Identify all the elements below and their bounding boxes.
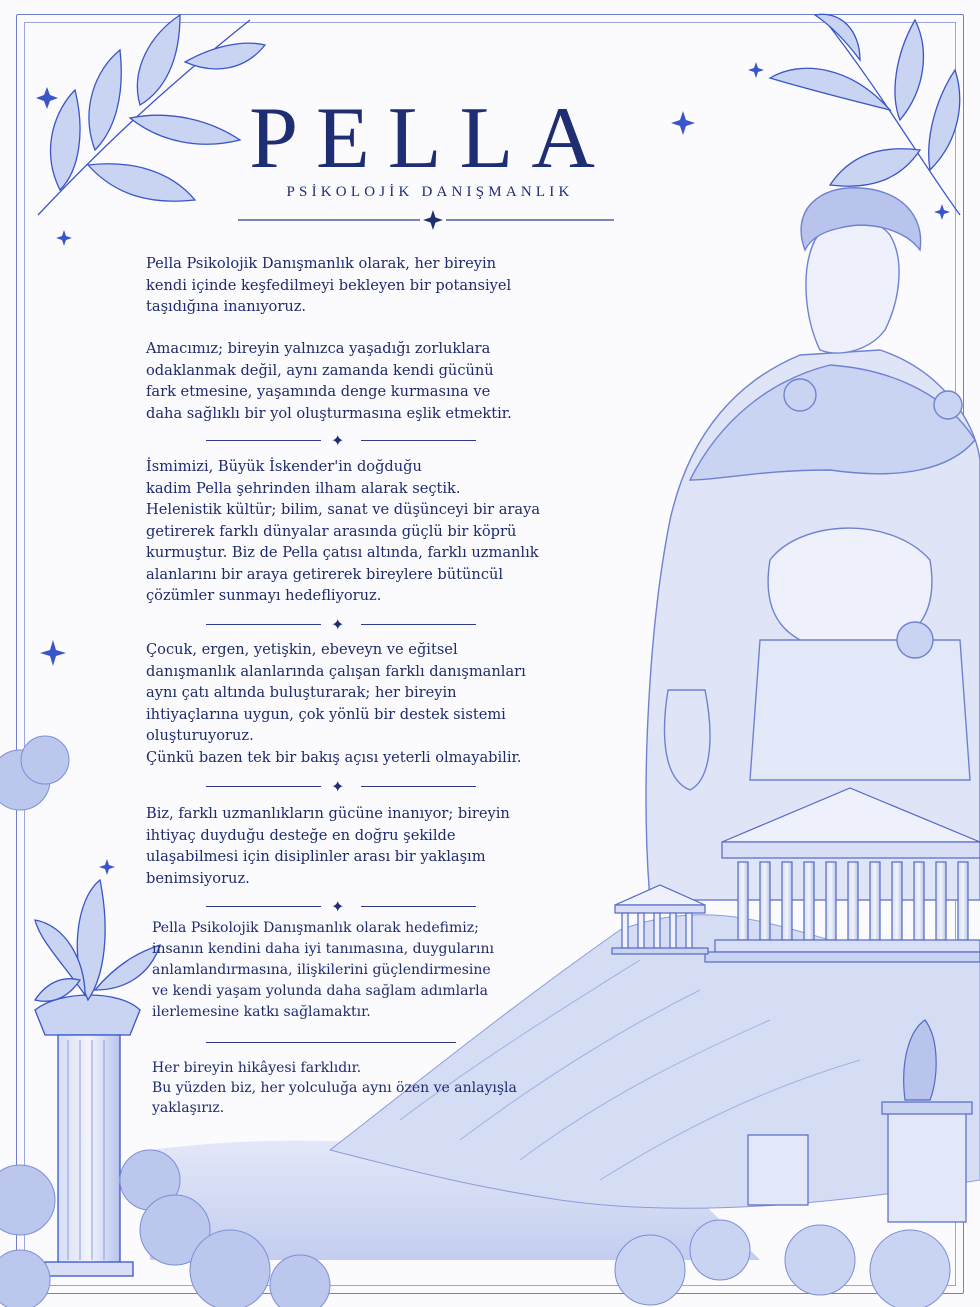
sparkle-icon: ✦ <box>331 431 345 450</box>
section-divider <box>206 1035 476 1049</box>
approach-paragraph: Biz, farklı uzmanlıkların gücüne inanıyor; bireyin ihtiyaç duyduğu desteğe en doğru şekilde ulaşabilmesi için disiplinler arası bir yaklaşım benimsiyoruz. <box>146 805 510 887</box>
section-divider <box>206 897 476 916</box>
sparkle-icon: ✦ <box>331 615 345 634</box>
closing-paragraph: Her bireyin hikâyesi farklıdır. Bu yüzden biz, her yolculuğa aynı özen ve anlayışla yaklaşırız. <box>152 1060 517 1116</box>
sparkle-icon: ✦ <box>331 777 345 796</box>
sparkle-icon <box>423 210 443 230</box>
section-divider <box>206 615 476 634</box>
name-origin-paragraph: İsmimizi, Büyük İskender'in doğduğu kadim Pella şehrinden ilham alarak seçtik. Helenistik kültür; bilim, sanat ve düşünceyi bir araya getirerek farklı dünyalar arasında güçlü bir köprü kurmuştur. Biz de Pella çatısı altında, farklı uzmanlık alanlarını bir araya getirerek bireylere bütüncül çözümler sunmayı hedefliyoruz. <box>146 458 541 604</box>
sparkle-icon: ✦ <box>331 897 345 916</box>
purpose-paragraph: Amacımız; bireyin yalnızca yaşadığı zorluklara odaklanmak değil, aynı zamanda kendi gücünü fark etmesine, yaşamında denge kurmasına ve daha sağlıklı bir yol oluşturmasına eşlik etmektir. <box>146 340 512 422</box>
page-title: PELLA <box>249 90 613 187</box>
statue-illustration <box>646 188 980 900</box>
section-divider <box>206 777 476 796</box>
goal-paragraph: Pella Psikolojik Danışmanlık olarak hedefimiz; insanın kendini daha iyi tanımasına, duygularını anlamlandırmasına, ilişkilerini güçlendirmesine ve kendi yaşam yolunda daha sağlam adımlarla ilerlemesine katkı sağlamaktır. <box>152 920 494 1020</box>
section-divider <box>206 431 476 450</box>
services-paragraph: Çocuk, ergen, yetişkin, ebeveyn ve eğitsel danışmanlık alanlarında çalışan farklı danışmanları aynı çatı altında buluşturarak; her bireyin ihtiyaçlarına uygun, çok yönlü bir destek sistemi oluşturuyoruz. Çünkü bazen tek bir bakış açısı yeterli olmayabilir. <box>146 641 526 766</box>
page-subtitle: PSİKOLOJİK DANIŞMANLIK <box>286 184 574 200</box>
intro-paragraph: Pella Psikolojik Danışmanlık olarak, her bireyin kendi içinde keşfedilmeyi bekleyen bir potansiyel taşıdığına inanıyoruz. <box>146 255 512 315</box>
column-illustration <box>35 880 160 1276</box>
